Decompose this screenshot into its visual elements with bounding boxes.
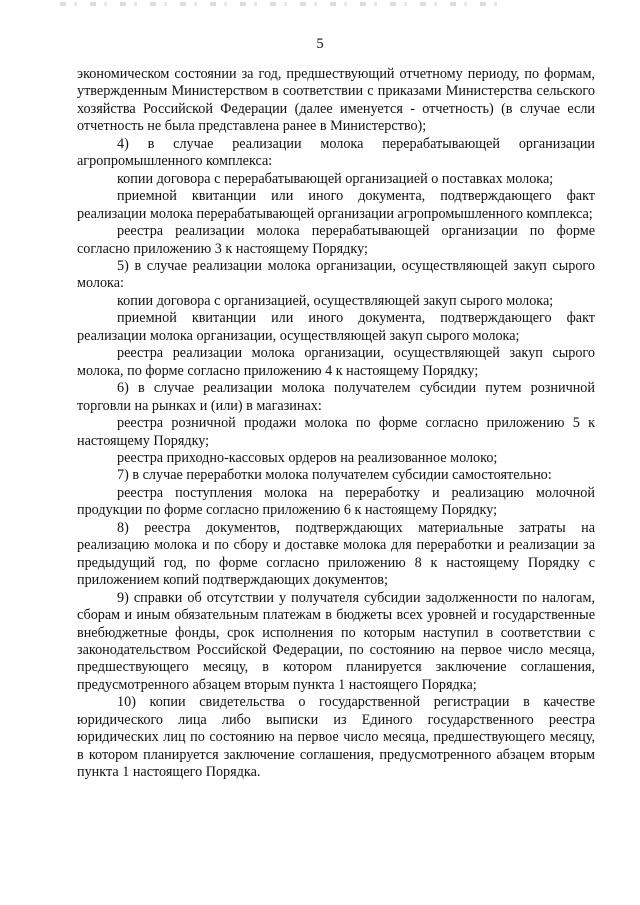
document-body — [77, 66, 595, 782]
paragraph-continuation: экономическом состоянии за год, предшествующий отчетному периоду, по формам, утвержденным Министерством в соответствии с приказами Министерства сельского хозяйства Российской Федерации (далее именуется - отчетность) (в случае если отчетность не была представлена ранее в Министерство); — [77, 66, 595, 135]
paragraph-item-7: 7) в случае переработки молока получателем субсидии самостоятельно: — [117, 467, 552, 484]
paragraph-item-6: 6) в случае реализации молока получателем субсидии путем розничной торговли на рынках и (или) в магазинах: — [77, 380, 595, 414]
paragraph-item-4: 4) в случае реализации молока перерабатывающей организации агропромышленного комплекса: — [77, 135, 595, 170]
paragraph-item-6-retail-register: реестра розничной продажи молока по форме согласно приложению 5 к настоящему Порядку; — [77, 415, 595, 449]
scan-artifact-strip — [60, 2, 500, 6]
paragraph-item-4-receipt: приемной квитанции или иного документа, подтверждающего факт реализации молока перерабатывающей организации агропромышленного комплекса; — [77, 188, 595, 222]
paragraph-item-5-contract-copy: копии договора с организацией, осуществляющей закуп сырого молока; — [117, 292, 554, 309]
paragraph-item-5-register: реестра реализации молока организации, осуществляющей закуп сырого молока, по форме согласно приложению 4 к настоящему Порядку; — [77, 345, 595, 379]
paragraph-item-7-register: реестра поступления молока на переработку и реализацию молочной продукции по форме согласно приложению 6 к настоящему Порядку; — [77, 484, 595, 519]
paragraph-item-8: 8) реестра документов, подтверждающих материальные затраты на реализацию молока и по сбору и доставке молока для переработки и реализации за предыдущий год, по форме согласно приложению 8 к настоящему Порядку с приложением копий подтверждающих документов; — [77, 519, 595, 589]
paragraph-item-4-contract-copy: копии договора с перерабатывающей организацией о поставках молока; — [117, 170, 554, 187]
paragraph-item-9: 9) справки об отсутствии у получателя субсидии задолженности по налогам, сборам и иным обязательным платежам в бюджеты всех уровней и государственные внебюджетные фонды, срок исполнения по которым наступил в соответствии с законодательством Российской Федерации, по состоянию на первое число месяца, предшествующего месяцу, в котором планируется заключение соглашения, предусмотренного абзацем вторым пункта 1 настоящего Порядка; — [77, 589, 595, 693]
paragraph-item-10: 10) копии свидетельства о государственной регистрации в качестве юридического лица либо выписки из Единого государственного реестра юридических лиц по состоянию на первое число месяца, предшествующего месяцу, в котором планируется заключение соглашения, предусмотренного абзацем вторым пункта 1 настоящего Порядка. — [77, 694, 595, 781]
paragraph-item-5: 5) в случае реализации молока организации, осуществляющей закуп сырого молока: — [77, 257, 595, 292]
paragraph-item-4-register: реестра реализации молока перерабатывающей организации по форме согласно приложению 3 к настоящему Порядку; — [77, 223, 595, 257]
page-number: 5 — [316, 36, 324, 52]
paragraph-item-5-receipt: приемной квитанции или иного документа, подтверждающего факт реализации молока организации, осуществляющей закуп сырого молока; — [77, 310, 595, 344]
paragraph-item-6-cash-register: реестра приходно-кассовых ордеров на реализованное молоко; — [117, 449, 498, 466]
